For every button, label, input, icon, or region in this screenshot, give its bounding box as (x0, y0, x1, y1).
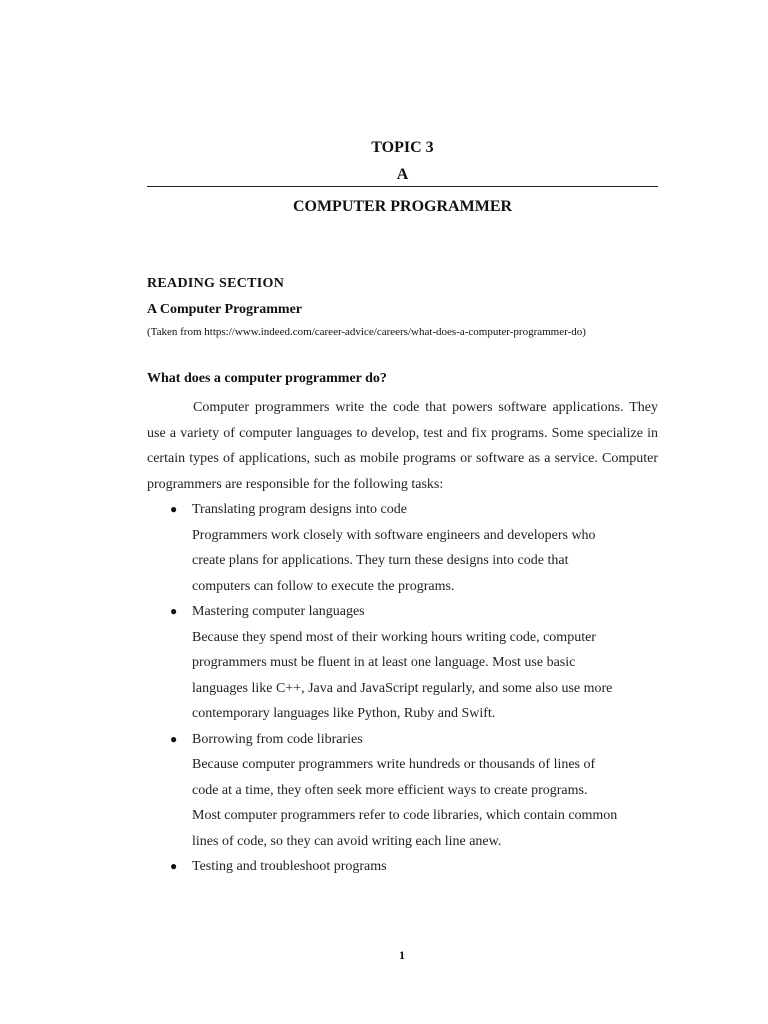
question-heading: What does a computer programmer do? (147, 371, 387, 386)
bullet-icon: ● (170, 502, 178, 516)
article-title: A Computer Programmer (147, 302, 302, 317)
list-item (147, 599, 658, 727)
task-title: Borrowing from code libraries (192, 731, 363, 747)
topic-article: A (396, 166, 409, 183)
page-number: 1 (399, 948, 405, 962)
task-description: Programmers work closely with software engineers and developers who create plans for applications. They turn these designs into code that computers can follow to execute the programs. (192, 527, 596, 594)
task-title: Mastering computer languages (192, 604, 365, 619)
list-item (147, 854, 658, 880)
intro-paragraph: Computer programmers write the code that powers software applications. They use a variety of computer languages to develop, test and fix programs. Some specialize in certain types of applications, such as mobile programs or software as a service. Computer programmers are responsible for the following tasks: (147, 400, 658, 492)
list-item (147, 727, 658, 855)
task-title: Testing and troubleshoot programs (192, 859, 387, 874)
topic-heading: TOPIC 3 (371, 139, 434, 156)
bullet-icon: ● (170, 604, 178, 618)
task-title: Translating program designs into code (192, 502, 407, 517)
title-divider (147, 186, 658, 187)
list-item (147, 497, 658, 599)
body-text (147, 395, 658, 880)
bullet-icon: ● (170, 859, 178, 873)
bullet-icon: ● (170, 731, 178, 746)
task-list (147, 497, 658, 880)
topic-title: COMPUTER PROGRAMMER (292, 198, 513, 215)
source-note: (Taken from https://www.indeed.com/career-advice/careers/what-does-a-computer-programmer-do) (147, 326, 586, 338)
reading-section-heading: READING SECTION (147, 276, 285, 291)
task-description: Because they spend most of their working hours writing code, computer programmers must be fluent in at least one language. Most use basic languages like C++, Java and JavaScript regularly, and some also use more contemporary languages like Python, Ruby and Swift. (192, 629, 613, 721)
task-description: Because computer programmers write hundreds or thousands of lines of code at a time, they often seek more efficient ways to create programs. Most computer programmers refer to code libraries, which contain common lines of code, so they can avoid writing each line anew. (192, 757, 618, 849)
